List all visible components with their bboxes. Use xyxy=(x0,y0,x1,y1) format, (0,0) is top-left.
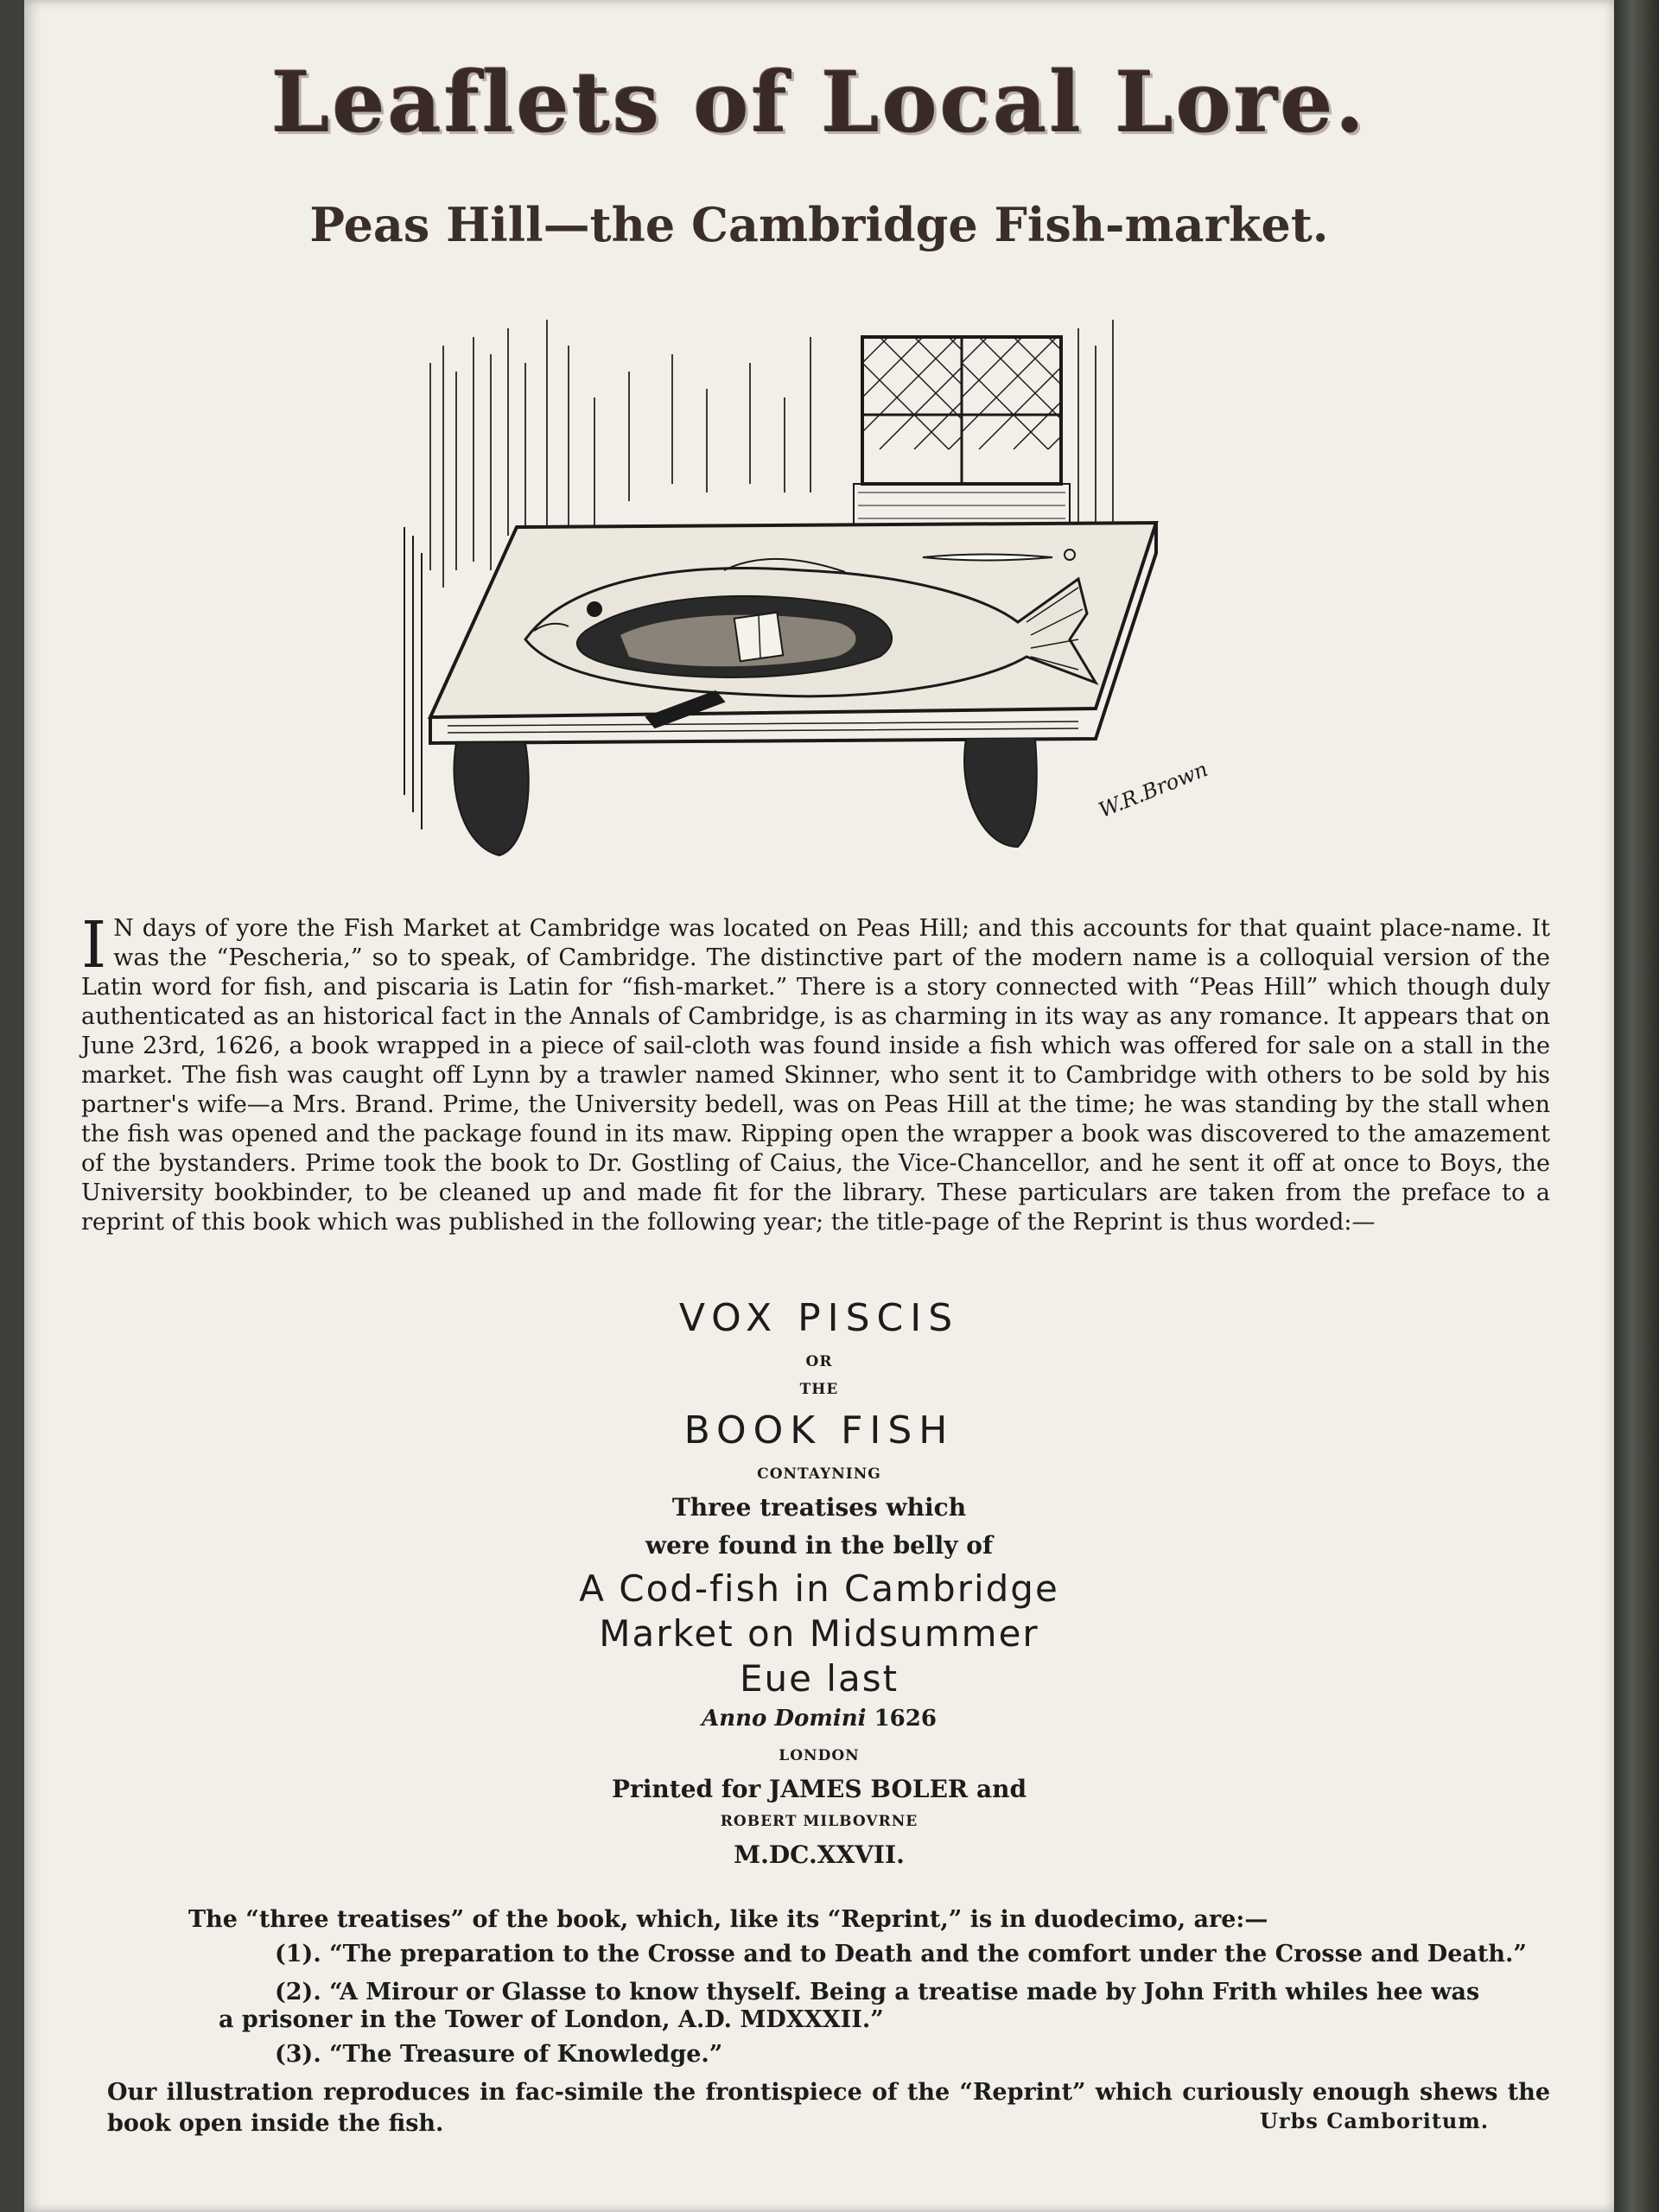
treatise-item-2: (2). “A Mirour or Glasse to know thyself. Being a treatise made by John Frith whiles hee was xyxy=(275,1979,1480,2005)
book-edge xyxy=(1614,0,1659,2212)
fish-stall-illustration xyxy=(396,311,1225,881)
drop-cap: I xyxy=(81,908,107,982)
tp-contayning: CONTAYNING xyxy=(757,1465,881,1483)
leaflet-page xyxy=(24,0,1614,2212)
closing-signature: Urbs Camboritum. xyxy=(1260,2108,1490,2133)
tp-book-fish: BOOK FISH xyxy=(683,1408,955,1452)
tp-market: Market on Midsummer xyxy=(599,1612,1039,1655)
lattice-window xyxy=(854,337,1070,536)
tp-milbovrne: ROBERT MILBOVRNE xyxy=(720,1813,918,1830)
page-subtitle: Peas Hill—the Cambridge Fish-market. xyxy=(309,197,1329,252)
tp-found-in-belly: were found in the belly of xyxy=(645,1531,993,1560)
treatises-intro: The “three treatises” of the book, which, like its “Reprint,” is in duodecimo, are:— xyxy=(188,1906,1268,1933)
treatise-item-1: (1). “The preparation to the Crosse and to Death and the comfort under the Crosse and Death.” xyxy=(275,1941,1527,1967)
tp-anno-year: 1626 xyxy=(874,1706,937,1732)
article-body xyxy=(81,908,1550,1237)
page-title: Leaflets of Local Lore. xyxy=(271,54,1367,151)
article-text: N days of yore the Fish Market at Cambridge was located on Peas Hill; and this accounts for that quaint place-name. It was the “Pescheria,” so to speak, of Cambridge. The distinctive part of the modern name is a colloquial version of the Latin word for fish, and piscaria is Latin for “fish-market.” There is a story connected with “Peas Hill” which though duly authenticated as an historical fact in the Annals of Cambridge, is as charming in its way as any romance. It appears that on June 23rd, 1626, a book wrapped in a piece of sail-cloth was found inside a fish which was offered for sale on a stall in the market. The fish was caught off Lynn by a trawler named Skinner, who sent it to Cambridge with others to be sold by his partner's wife—a Mrs. Brand. Prime, the University bedell, was on Peas Hill at the time; he was standing by the stall when the fish was opened and the package found in its maw. Ripping open the wrapper a book was discovered to the amazement of the bystanders. Prime took the book to Dr. Gostling of Caius, the Vice-Chancellor, and he sent it off at once to Boys, the University bookbinder, to be cleaned up and made fit for the library. These particulars are taken from the preface to a reprint of this book which was published in the following year; the title-page of the Reprint is thus worded:— xyxy=(81,915,1550,1236)
tp-or: OR xyxy=(805,1353,833,1370)
tp-cod-fish: A Cod-fish in Cambridge xyxy=(579,1567,1059,1610)
tp-printed-for: Printed for JAMES BOLER and xyxy=(611,1775,1027,1803)
treatise-item-2-continued: a prisoner in the Tower of London, A.D. MDXXXII.” xyxy=(219,2006,884,2033)
closing-note: Our illustration reproduces in fac-simile the frontispiece of the “Reprint” which curiously enough shews the book open inside the fish. xyxy=(107,2079,1550,2137)
treatise-item-3: (3). “The Treasure of Knowledge.” xyxy=(275,2041,723,2068)
tp-date-roman: M.DC.XXVII. xyxy=(734,1840,905,1869)
tp-london: LONDON xyxy=(779,1747,860,1764)
illustrator-signature: W.R.Brown xyxy=(1095,757,1211,823)
tp-anno-domini-text: Anno Domini xyxy=(702,1706,867,1732)
tp-eue-last: Eue last xyxy=(739,1657,899,1700)
tp-vox-piscis: VOX PISCIS xyxy=(678,1296,960,1340)
tp-the: THE xyxy=(799,1381,839,1398)
tp-three-treatises: Three treatises which xyxy=(671,1493,967,1522)
tp-anno-domini xyxy=(24,1706,1614,1732)
